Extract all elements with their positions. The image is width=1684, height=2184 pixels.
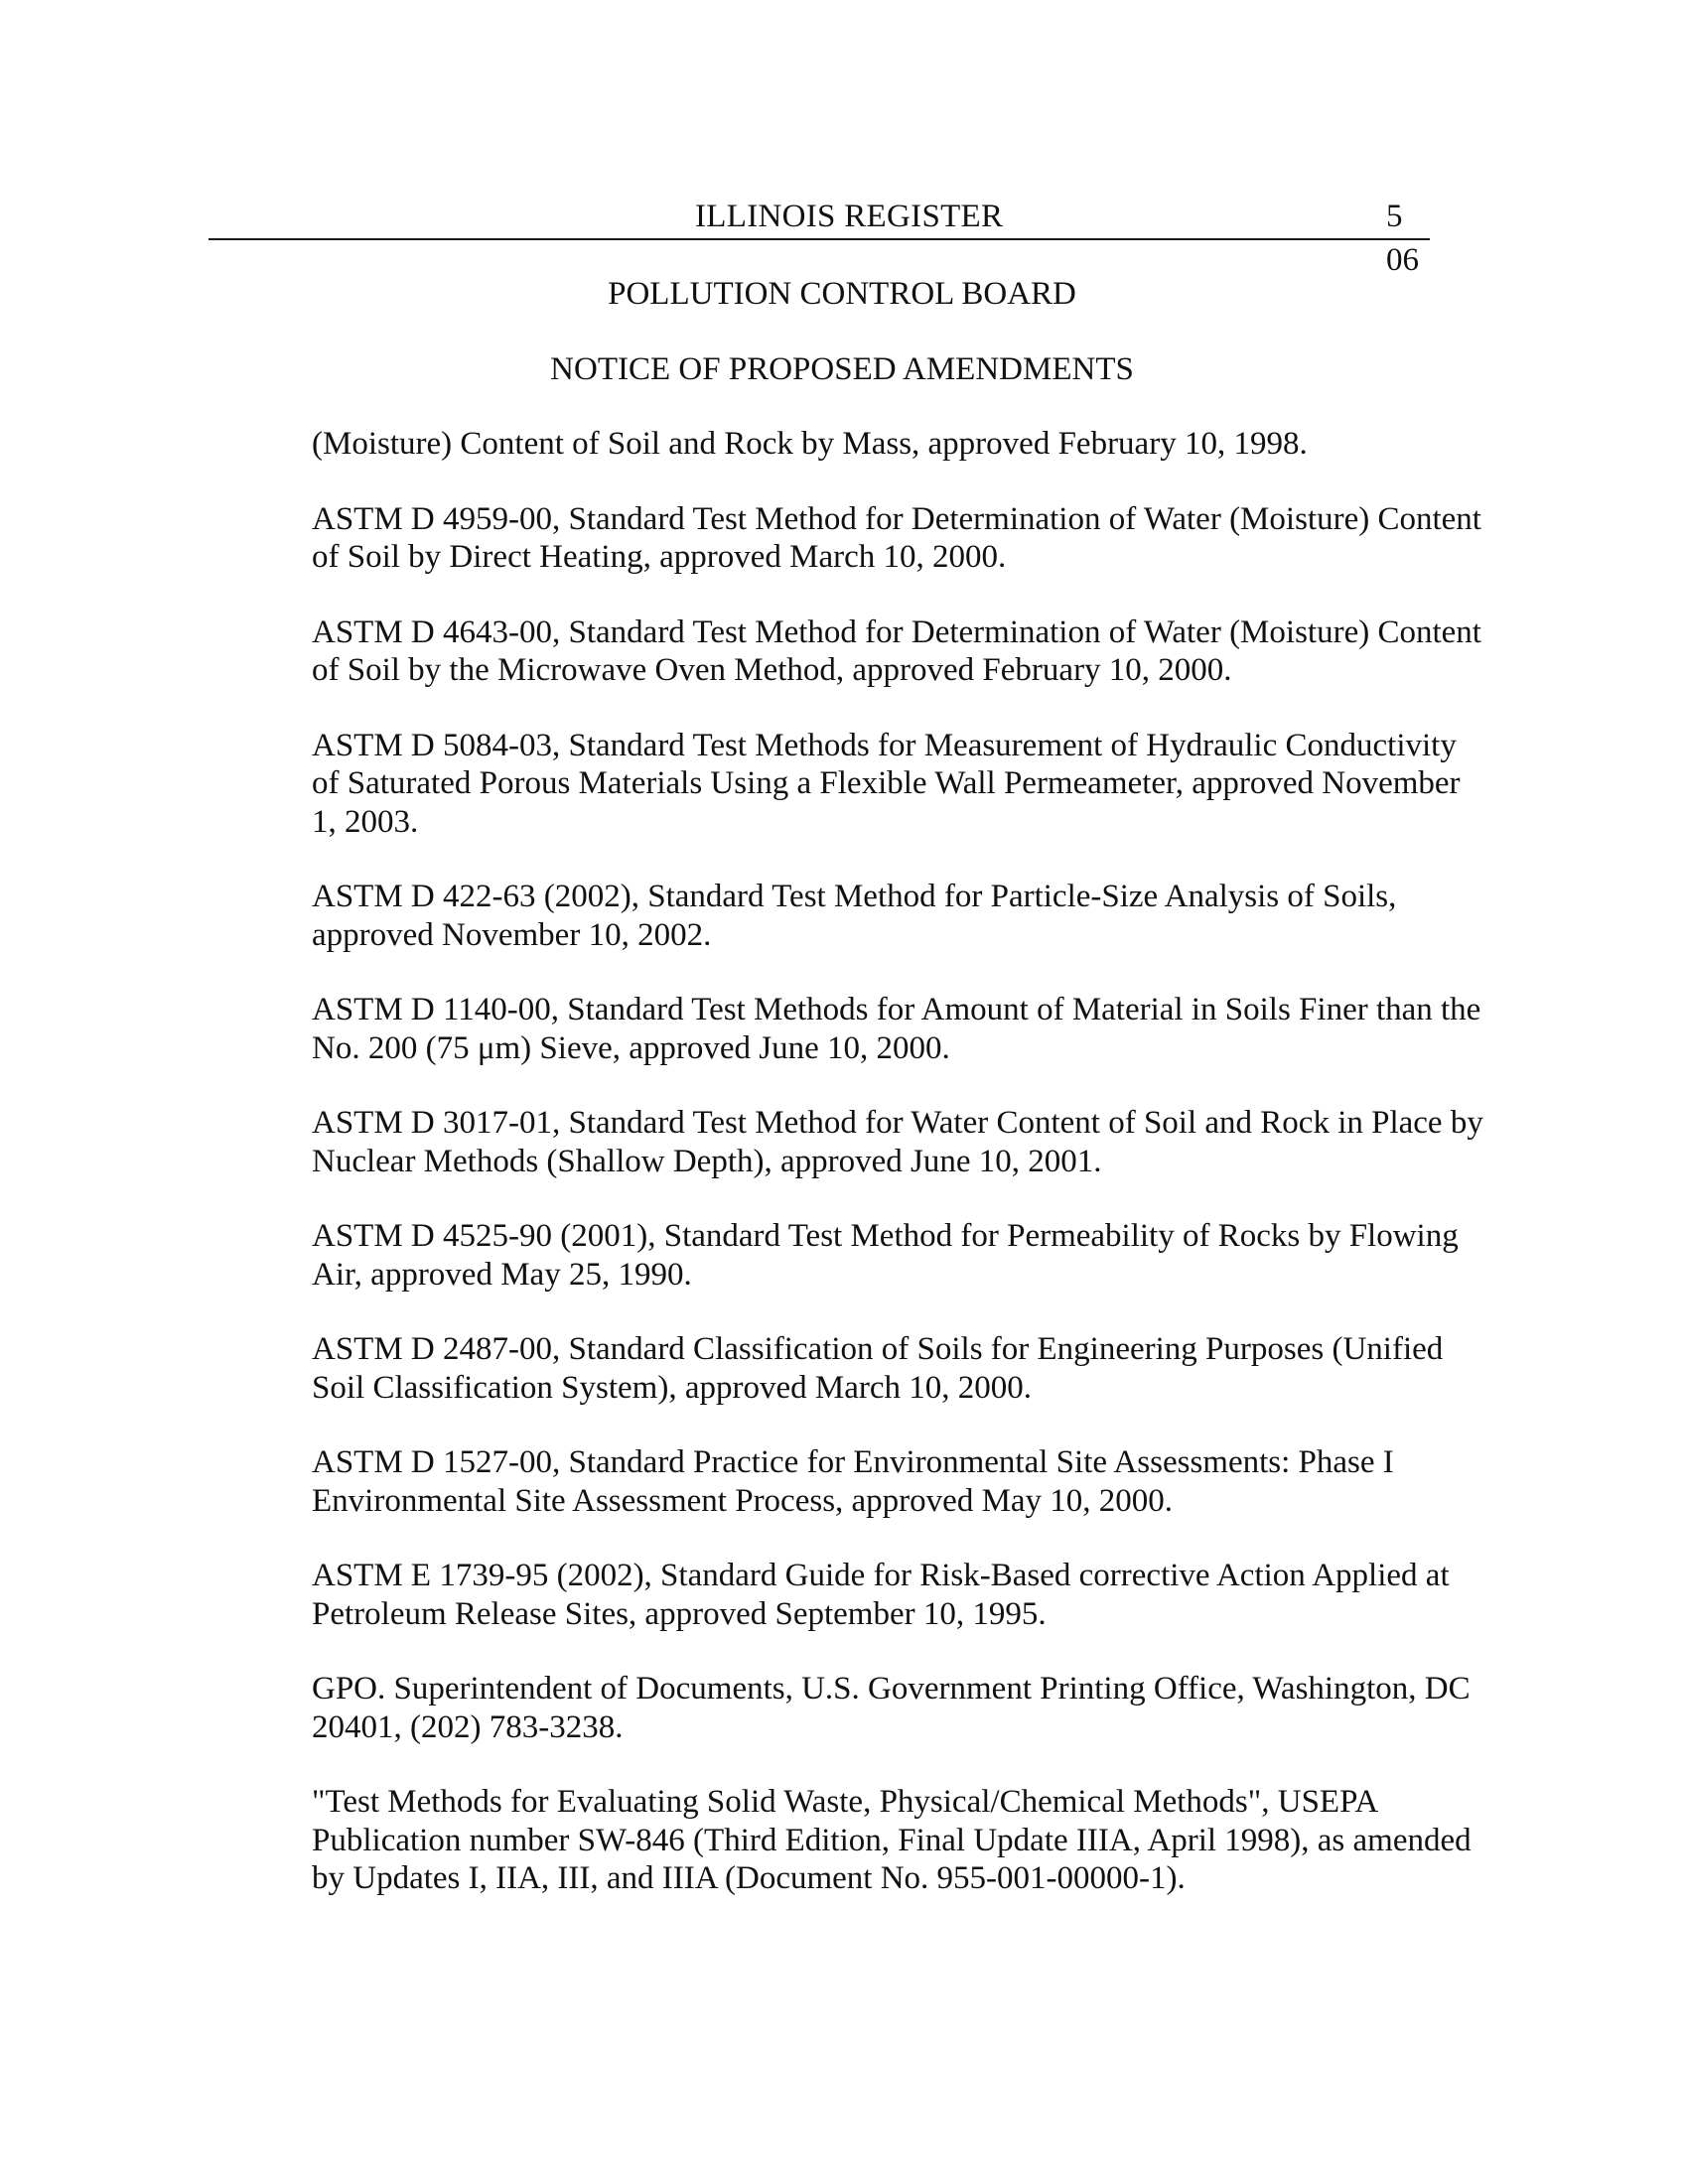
notice-heading-text: NOTICE OF PROPOSED AMENDMENTS	[550, 351, 1134, 387]
paragraph: ASTM D 1140-00, Standard Test Methods for Amount of Material in Soils Finer than the No. 200 (75 μm) Sieve, approved June 10, 2000.	[312, 992, 1481, 1066]
paragraph: ASTM D 422-63 (2002), Standard Test Method for Particle-Size Analysis of Soils, approved November 10, 2002.	[312, 879, 1397, 953]
header-rule	[209, 238, 1430, 240]
paragraph: ASTM D 4643-00, Standard Test Method for Determination of Water (Moisture) Content of Soil by the Microwave Oven Method, approved February 10, 2000.	[312, 614, 1481, 688]
paragraph: ASTM D 1527-00, Standard Practice for Environmental Site Assessments: Phase I Environmental Site Assessment Process, approved May 10, 2000.	[312, 1444, 1394, 1519]
paragraph: ASTM E 1739-95 (2002), Standard Guide for Risk-Based corrective Action Applied at Petroleum Release Sites, approved September 10, 1995.	[312, 1558, 1450, 1632]
paragraph: (Moisture) Content of Soil and Rock by Mass, approved February 10, 1998.	[312, 426, 1308, 462]
page-number-top: 5	[1386, 199, 1403, 234]
paragraph: GPO. Superintendent of Documents, U.S. Government Printing Office, Washington, DC 20401, (202) 783-3238.	[312, 1671, 1471, 1745]
paragraph: ASTM D 4525-90 (2001), Standard Test Method for Permeability of Rocks by Flowing Air, approved May 25, 1990.	[312, 1218, 1459, 1293]
agency-heading-text: POLLUTION CONTROL BOARD	[608, 276, 1076, 312]
paragraph: ASTM D 5084-03, Standard Test Methods for Measurement of Hydraulic Conductivity of Saturated Porous Materials Using a Flexible Wall Permeameter, approved November 1, 2003.	[312, 727, 1461, 840]
paragraph: "Test Methods for Evaluating Solid Waste, Physical/Chemical Methods", USEPA Publication number SW-846 (Third Edition, Final Update IIIA, April 1998), as amended by Updates I, IIA, III, and IIIA (Document No. 955-001-00000-1).	[312, 1784, 1472, 1896]
notice-heading	[0, 349, 1684, 389]
paragraph: ASTM D 4959-00, Standard Test Method for Determination of Water (Moisture) Content of Soil by Direct Heating, approved March 10, 2000.	[312, 500, 1481, 575]
page-number-bottom: 06	[1386, 242, 1419, 278]
register-title: ILLINOIS REGISTER	[695, 199, 1004, 234]
paragraph: ASTM D 3017-01, Standard Test Method for Water Content of Soil and Rock in Place by Nuclear Methods (Shallow Depth), approved June 10, 2001.	[312, 1105, 1483, 1179]
agency-heading	[0, 274, 1684, 314]
document-body	[312, 425, 1503, 1935]
paragraph: ASTM D 2487-00, Standard Classification of Soils for Engineering Purposes (Unified Soil Classification System), approved March 10, 2000.	[312, 1331, 1444, 1406]
